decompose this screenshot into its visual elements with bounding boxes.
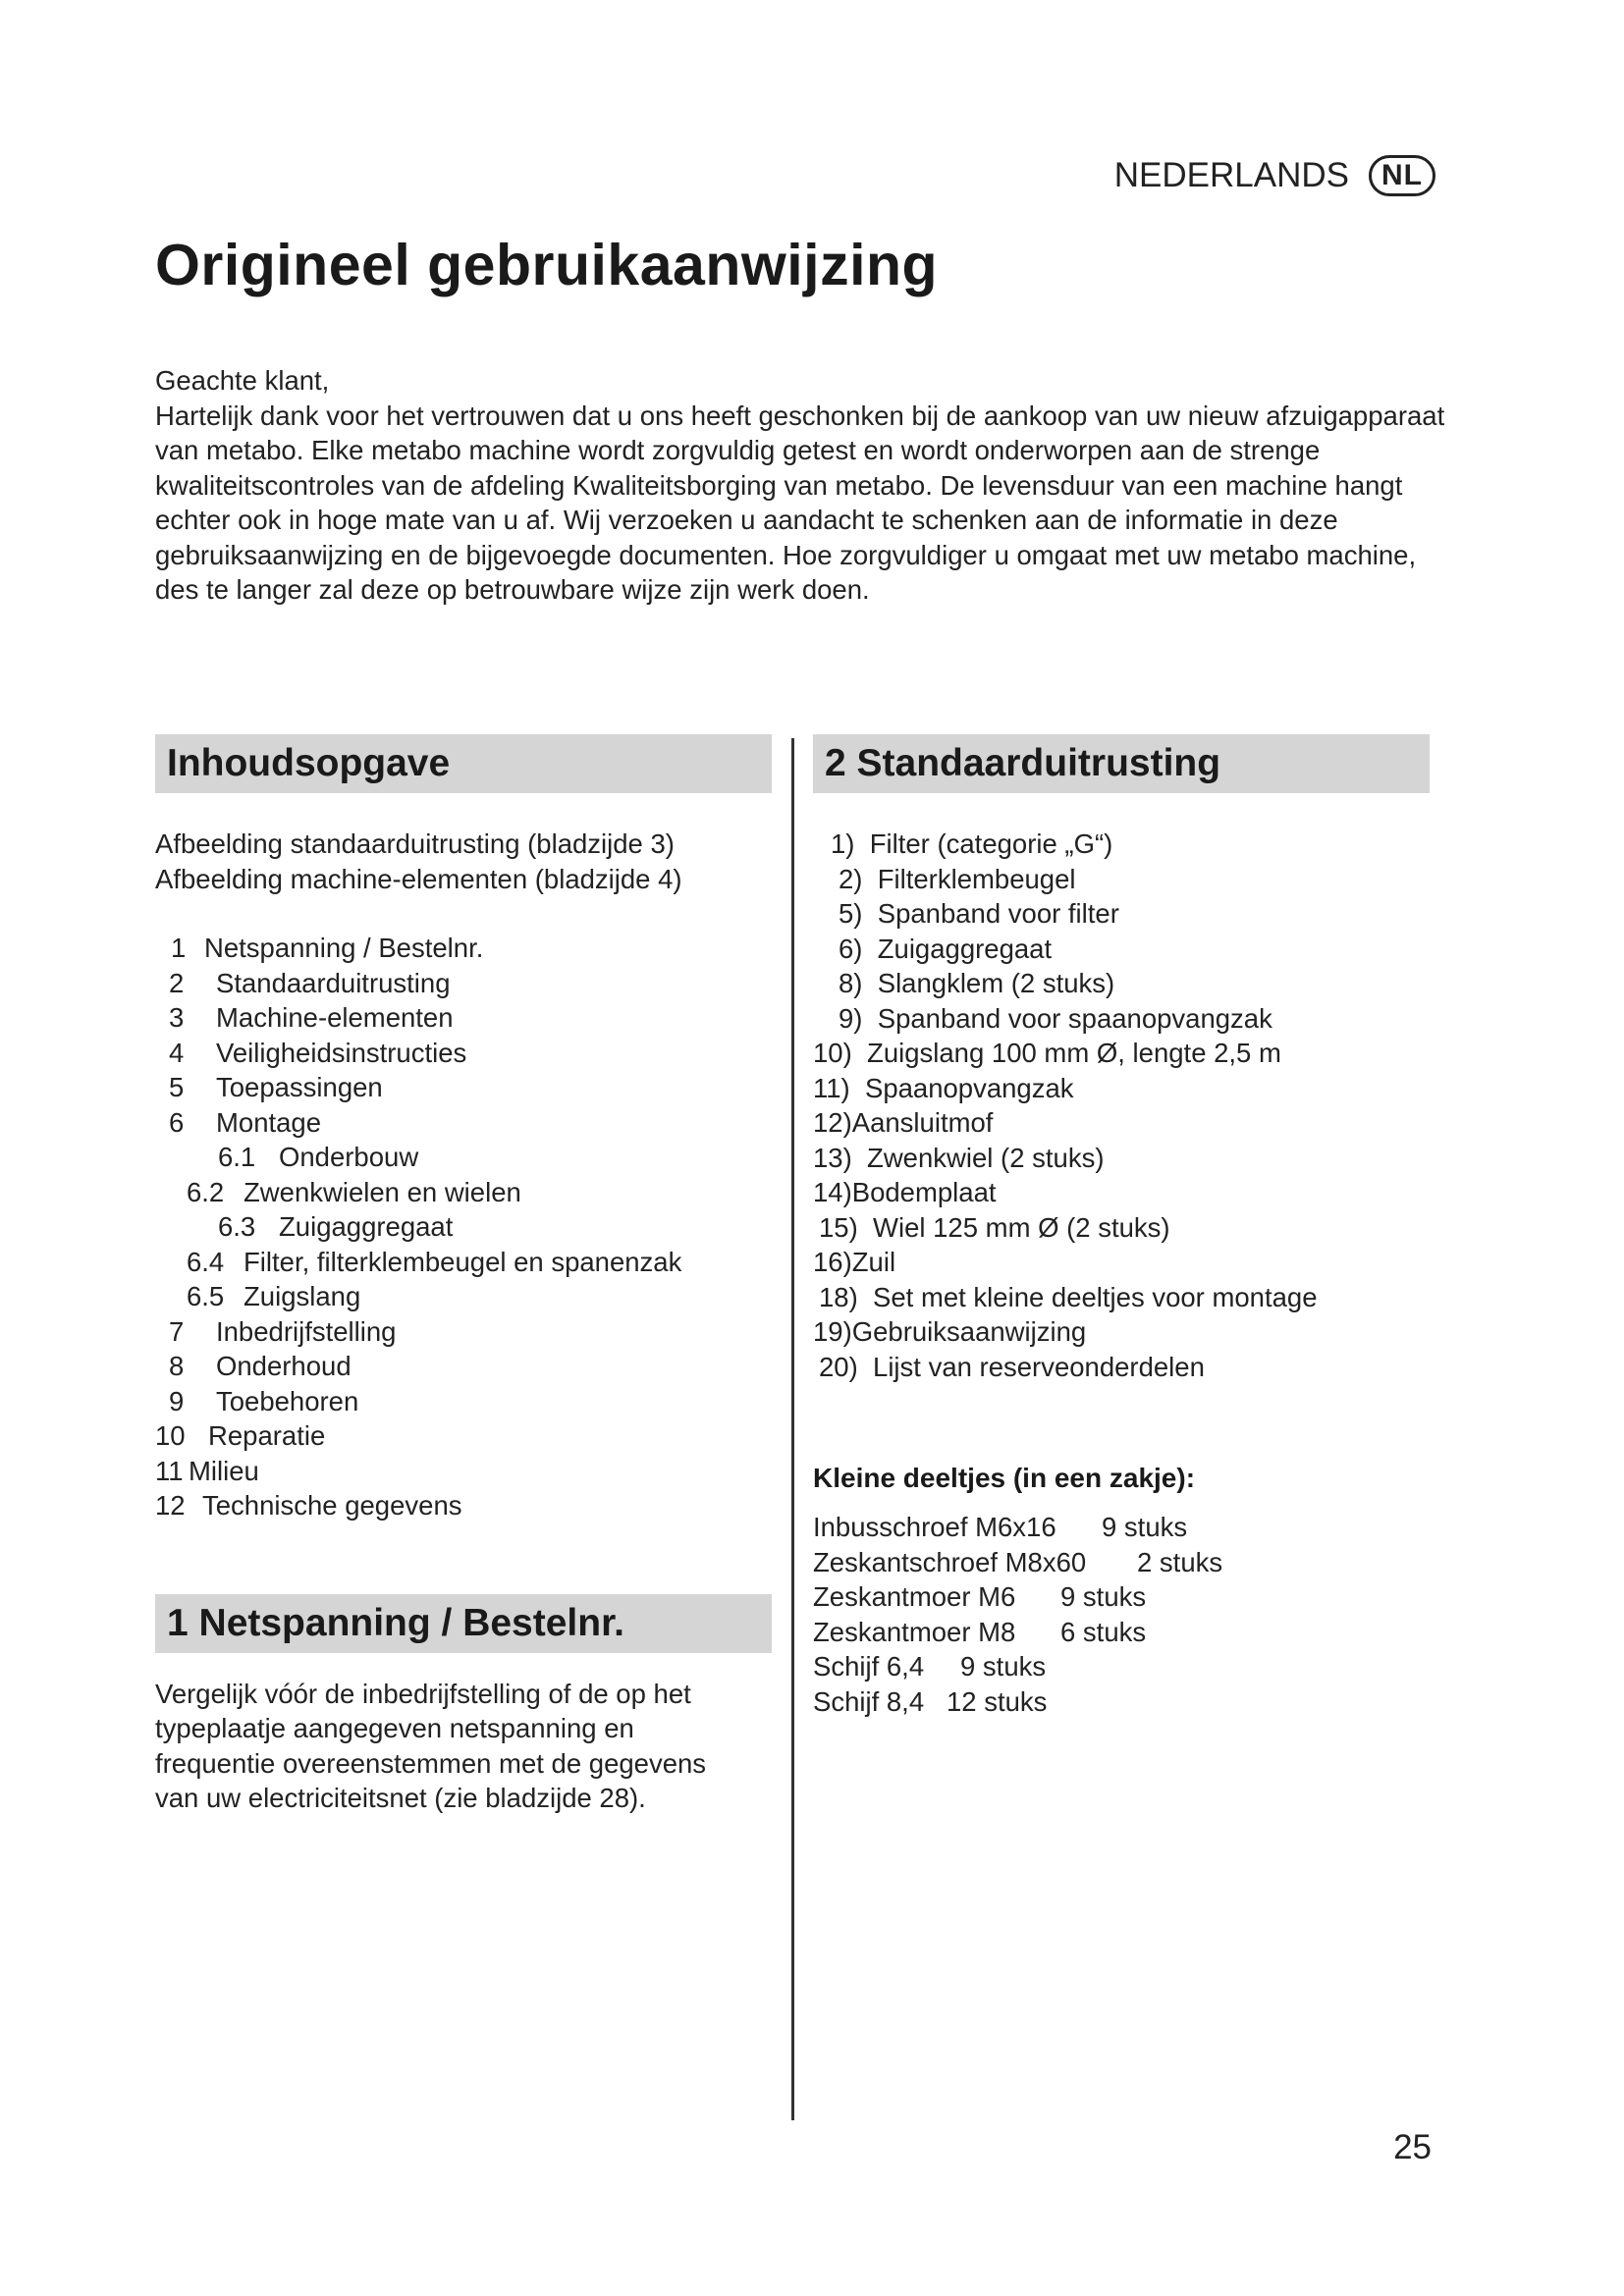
equipment-item: 2) Filterklembeugel	[839, 863, 1076, 894]
toc-item: 6.2 Zwenkwielen en wielen	[187, 1176, 521, 1207]
equipment-item: 1) Filter (categorie „G“)	[831, 828, 1113, 859]
toc-item: 4 Veiligheidsinstructies	[169, 1037, 467, 1068]
equipment-item: 9) Spanband voor spaanopvangzak	[839, 1002, 1272, 1034]
small-part-row: Zeskantschroef M8x60 2 stuks	[813, 1546, 1223, 1577]
toc-heading: Inhoudsopgave	[155, 734, 772, 793]
equipment-item: 6) Zuigaggregaat	[839, 933, 1053, 964]
small-part-row: Inbusschroef M6x16 9 stuks	[813, 1512, 1188, 1542]
page-number: 25	[1393, 2128, 1432, 2166]
equipment-item: 15) Wiel 125 mm Ø (2 stuks)	[819, 1211, 1170, 1243]
equipment-item: 13) Zwenkwiel (2 stuks)	[813, 1142, 1105, 1173]
toc-item: 2 Standaarduitrusting	[169, 967, 451, 998]
equipment-item: 18) Set met kleine deeltjes voor montage	[819, 1281, 1318, 1312]
left-column	[155, 734, 772, 1816]
language-header	[1114, 155, 1435, 196]
section1-heading: 1 Netspanning / Bestelnr.	[155, 1594, 772, 1653]
toc-item: 8 Onderhoud	[169, 1351, 352, 1381]
small-part-row: Zeskantmoer M8 6 stuks	[813, 1616, 1147, 1647]
toc-item: 6 Montage	[169, 1106, 322, 1138]
toc-item: 1 Netspanning / Bestelnr.	[171, 933, 484, 963]
toc-item: 6.3 Zuigaggregaat	[218, 1211, 454, 1242]
toc-item: 3 Machine-elementen	[169, 1002, 454, 1033]
equipment-item: 11) Spaanopvangzak	[813, 1072, 1074, 1103]
equipment-item: 12)Aansluitmof	[813, 1107, 994, 1138]
equipment-item: 5) Spanband voor filter	[839, 898, 1119, 929]
intro-text	[155, 363, 1461, 608]
toc-item: 5 Toepassingen	[169, 1072, 383, 1102]
equipment-item: 16)Zuil	[813, 1247, 896, 1277]
intro-body: Hartelijk dank voor het vertrouwen dat u ons heeft geschonken bij de aankoop van uw nieuw afzuigapparaat van metabo. Elke metabo machine wordt zorgvuldig getest en wordt onderworpen aan de strenge kwaliteitscontroles van de afdeling Kwaliteitsborging van metabo. De levensduur van een machine hangt echter ook in hoge mate van u af. Wij verzoeken u aandacht te schenken aan de informatie in deze gebruiksaanwijzing en de bijgevoegde documenten. Hoe zorgvuldiger u omgaat met uw metabo machine, des te langer zal deze op betrouwbare wijze zijn werk doen.	[155, 400, 1445, 605]
equipment-item: 10) Zuigslang 100 mm Ø, lengte 2,5 m	[813, 1038, 1281, 1068]
column-divider	[791, 738, 794, 2120]
toc-item: 6.4 Filter, filterklembeugel en spanenzak	[187, 1246, 682, 1277]
toc-item: 6.1 Onderbouw	[218, 1142, 419, 1172]
toc-item: 6.5 Zuigslang	[187, 1281, 361, 1311]
small-part-row: Zeskantmoer M6 9 stuks	[813, 1581, 1147, 1612]
small-part-row: Schijf 6,4 9 stuks	[813, 1651, 1047, 1682]
small-parts-list	[813, 1510, 1430, 1719]
toc-list	[155, 931, 772, 1523]
toc-figure-item: Afbeelding machine-elementen (bladzijde 4)	[155, 863, 682, 894]
toc-item: 10 Reparatie	[155, 1420, 326, 1451]
equipment-list	[813, 827, 1430, 1384]
small-part-row: Schijf 8,4 12 stuks	[813, 1685, 1048, 1717]
toc-item: 12 Technische gegevens	[155, 1490, 462, 1521]
section2-heading: 2 Standaarduitrusting	[813, 734, 1430, 793]
toc-item: 11 Milieu	[155, 1455, 259, 1486]
small-parts-heading: Kleine deeltjes (in een zakje):	[813, 1463, 1196, 1493]
section1-body: Vergelijk vóór de inbedrijfstelling of de op het typeplaatje aangegeven netspanning en frequentie overeenstemmen met de gegevens van uw electriciteitsnet (zie bladzijde 28).	[155, 1678, 707, 1813]
equipment-item: 14)Bodemplaat	[813, 1177, 997, 1207]
language-label: NEDERLANDS	[1113, 156, 1349, 194]
toc-figures	[155, 827, 772, 896]
language-badge: NL	[1369, 155, 1435, 196]
equipment-item: 20) Lijst van reserveonderdelen	[819, 1351, 1205, 1382]
equipment-item: 19)Gebruiksaanwijzing	[813, 1316, 1087, 1347]
equipment-item: 8) Slangklem (2 stuks)	[839, 968, 1115, 998]
right-column	[813, 734, 1430, 1719]
toc-figure-item: Afbeelding standaarduitrusting (bladzijde 3)	[155, 828, 675, 859]
page-title: Origineel gebruikaanwijzing	[155, 233, 939, 297]
intro-greeting: Geachte klant,	[155, 365, 330, 396]
toc-item: 7 Inbedrijfstelling	[169, 1315, 397, 1347]
toc-item: 9 Toebehoren	[169, 1385, 359, 1416]
